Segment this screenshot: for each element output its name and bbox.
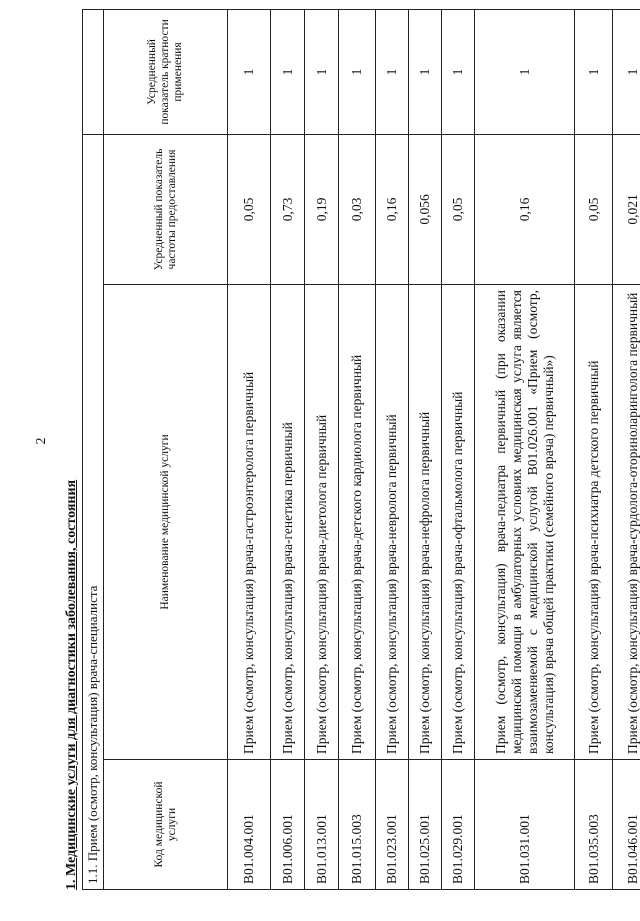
service-name: Прием (осмотр, консультация) врача-генетика первичный bbox=[271, 285, 305, 760]
table-row bbox=[442, 9, 475, 889]
frequency-value: 0,05 bbox=[575, 134, 613, 284]
frequency-value: 0,19 bbox=[305, 134, 339, 284]
table-row bbox=[228, 9, 271, 889]
col-header-code: Код медицинской услуги bbox=[104, 760, 228, 890]
service-code: B01.006.001 bbox=[271, 760, 305, 890]
multiplicity-value: 1 bbox=[305, 9, 339, 134]
rotated-page-content bbox=[62, 10, 640, 890]
services-table bbox=[82, 9, 640, 890]
service-code: B01.013.001 bbox=[305, 760, 339, 890]
table-row bbox=[409, 9, 442, 889]
col-header-frequency: Усредненный показатель частоты предоставления bbox=[104, 134, 228, 284]
multiplicity-value: 1 bbox=[228, 9, 271, 134]
service-code: B01.025.001 bbox=[409, 760, 442, 890]
service-code: B01.046.001 bbox=[613, 760, 640, 890]
service-name: Прием (осмотр, консультация) врача-гастроэнтеролога первичный bbox=[228, 285, 271, 760]
col-header-multiplicity: Усредненный показатель кратности применения bbox=[104, 9, 228, 134]
multiplicity-value: 1 bbox=[271, 9, 305, 134]
table-header-row bbox=[104, 9, 228, 889]
section-title: 1. Медицинские услуги для диагностики заболевания, состояния bbox=[64, 479, 79, 890]
multiplicity-value: 1 bbox=[475, 9, 575, 134]
multiplicity-value: 1 bbox=[442, 9, 475, 134]
multiplicity-value: 1 bbox=[613, 9, 640, 134]
service-name: Прием (осмотр, консультация) врача-психиатра детского первичный bbox=[575, 285, 613, 760]
frequency-value: 0,16 bbox=[376, 134, 409, 284]
multiplicity-value: 1 bbox=[575, 9, 613, 134]
frequency-value: 0,056 bbox=[409, 134, 442, 284]
table-row bbox=[475, 9, 575, 889]
service-code: B01.015.003 bbox=[339, 760, 376, 890]
service-code: B01.035.003 bbox=[575, 760, 613, 890]
service-code: B01.023.001 bbox=[376, 760, 409, 890]
multiplicity-value: 1 bbox=[339, 9, 376, 134]
subsection-title: 1.1. Прием (осмотр, консультация) врача-специалиста bbox=[83, 134, 104, 889]
table-row bbox=[339, 9, 376, 889]
table-row bbox=[613, 9, 640, 889]
table-row bbox=[575, 9, 613, 889]
service-name: Прием (осмотр, консультация) врача-невролога первичный bbox=[376, 285, 409, 760]
service-name: Прием (осмотр, консультация) врача-педиатра первичный (при оказании медицинской помощи в амбулаторных условиях медицинская услуга является взаимозаменяемой с медицинской услугой B01.026.001 «Прием (осмотр, консультация) врача общей практики (семейного врача) первичный») bbox=[475, 285, 575, 760]
table-row bbox=[271, 9, 305, 889]
service-code: B01.029.001 bbox=[442, 760, 475, 890]
multiplicity-value: 1 bbox=[409, 9, 442, 134]
service-code: B01.031.001 bbox=[475, 760, 575, 890]
table-row bbox=[376, 9, 409, 889]
frequency-value: 0,021 bbox=[613, 134, 640, 284]
frequency-value: 0,03 bbox=[339, 134, 376, 284]
subsection-row bbox=[83, 9, 104, 889]
table-row bbox=[305, 9, 339, 889]
frequency-value: 0,05 bbox=[228, 134, 271, 284]
col-header-name: Наименование медицинской услуги bbox=[104, 285, 228, 760]
page-number: 2 bbox=[34, 437, 49, 445]
service-code: B01.004.001 bbox=[228, 760, 271, 890]
frequency-value: 0,73 bbox=[271, 134, 305, 284]
service-name: Прием (осмотр, консультация) врача-диетолога первичный bbox=[305, 285, 339, 760]
service-name: Прием (осмотр, консультация) врача-нефролога первичный bbox=[409, 285, 442, 760]
service-name: Прием (осмотр, консультация) врача-детского кардиолога первичный bbox=[339, 285, 376, 760]
multiplicity-value: 1 bbox=[376, 9, 409, 134]
service-name: Прием (осмотр, консультация) врача-сурдолога-оториноларинголога первичный bbox=[613, 285, 640, 760]
frequency-value: 0,05 bbox=[442, 134, 475, 284]
frequency-value: 0,16 bbox=[475, 134, 575, 284]
subsection-empty-cell bbox=[83, 9, 104, 134]
service-name: Прием (осмотр, консультация) врача-офтальмолога первичный bbox=[442, 285, 475, 760]
